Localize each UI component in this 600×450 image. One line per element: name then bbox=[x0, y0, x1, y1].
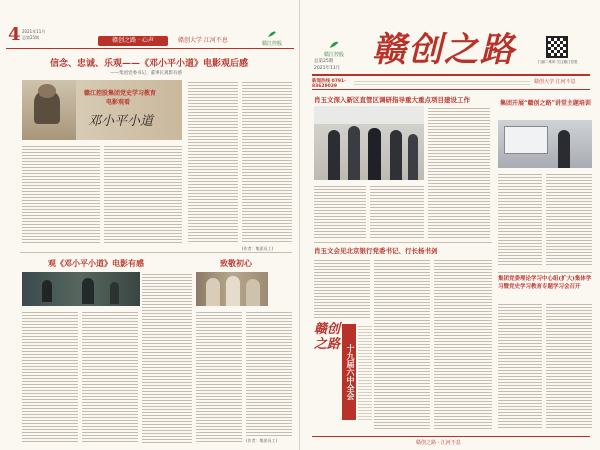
qr-code bbox=[546, 36, 568, 58]
poster-caption-mid: 电影观看 bbox=[106, 99, 131, 106]
motto: 赣创大学 江河不息 bbox=[178, 37, 228, 44]
article-1-col-2 bbox=[428, 106, 490, 238]
article-3-col-2 bbox=[546, 172, 592, 266]
body-text-col-1 bbox=[22, 144, 100, 244]
headline-1: 肖玉文深入新区直管区调研指导重大重点项目建设工作 bbox=[314, 96, 470, 104]
sub-title-3: 致敬初心 bbox=[220, 258, 252, 268]
qr-caption: 扫描二维码 关注赣江控股 bbox=[538, 60, 578, 64]
side-banner: 十九届六中全会 bbox=[342, 324, 356, 420]
brand-name: 赣江控股 bbox=[261, 41, 282, 47]
brand-leaf-icon bbox=[267, 30, 277, 38]
main-title: 信念、忠诚、乐观——《邓小平小道》电影观后感 bbox=[50, 59, 249, 69]
site-visit-photo bbox=[314, 106, 424, 180]
elderly-group-photo bbox=[196, 272, 268, 306]
right-motto: 赣创大学 江河不息 bbox=[534, 79, 576, 85]
poster-caption-top: 赣江控股集团党史学习教育 bbox=[84, 90, 157, 97]
divider bbox=[20, 252, 292, 253]
masthead-issue: 总第25期 bbox=[314, 59, 334, 64]
brand-logo bbox=[252, 30, 292, 46]
body-text-col-9 bbox=[246, 310, 292, 436]
body-text-col-5 bbox=[22, 310, 78, 444]
footer-text: 赣创之路 · 江河不息 bbox=[416, 440, 461, 446]
header-rule bbox=[6, 48, 294, 49]
film-still-photo bbox=[22, 272, 140, 306]
main-subtitle: ——集团党委书记、董事长观影有感 bbox=[110, 71, 182, 76]
byline-2: (作者：集团员工) bbox=[246, 438, 278, 443]
footer-rule bbox=[312, 436, 590, 437]
article-2-col-3 bbox=[434, 258, 492, 430]
page-date: 2021年11月 bbox=[22, 29, 46, 34]
news-ticker bbox=[354, 79, 530, 86]
brand-leaf-icon bbox=[328, 40, 340, 49]
masthead-date: 2021年11月 bbox=[314, 66, 341, 71]
right-brand-logo bbox=[314, 40, 354, 56]
body-text-col-7 bbox=[142, 272, 192, 444]
page-number: 4 bbox=[8, 24, 21, 45]
body-text-col-3 bbox=[188, 80, 238, 244]
headline-2: 肖玉文会见北京银行党委书记、行长杨书剑 bbox=[314, 247, 438, 255]
side-text bbox=[358, 324, 372, 420]
article-1-col-1a bbox=[314, 184, 366, 238]
masthead-rule bbox=[312, 74, 590, 76]
headline-4: 集团党委理论学习中心组(扩大)集体学习暨党史学习教育专题学习会召开 bbox=[498, 276, 592, 290]
body-text-col-4 bbox=[242, 80, 292, 244]
right-brand-name: 赣江控股 bbox=[323, 52, 344, 58]
article-4-col-1 bbox=[498, 302, 542, 430]
section-label: 赣创之路 · 心声 bbox=[98, 36, 168, 46]
page-edition: 总第25期 bbox=[22, 35, 40, 40]
divider-1 bbox=[314, 242, 492, 243]
training-photo bbox=[498, 120, 592, 168]
side-brand: 赣创之路 bbox=[314, 322, 341, 352]
body-text-col-8 bbox=[196, 310, 242, 444]
sub-title-2: 观《邓小平小道》电影有感 bbox=[48, 258, 144, 268]
movie-poster bbox=[22, 80, 182, 140]
article-2-col-1 bbox=[314, 258, 370, 318]
article-4-col-2 bbox=[546, 302, 592, 430]
body-text-col-6 bbox=[82, 310, 138, 444]
byline-1: (作者：集团员工) bbox=[242, 246, 274, 251]
article-2-col-2 bbox=[374, 258, 430, 430]
right-page bbox=[300, 0, 600, 450]
masthead-rule-2 bbox=[312, 89, 590, 90]
masthead-title: 赣创之路 bbox=[372, 30, 516, 70]
article-1-col-1b bbox=[370, 184, 424, 238]
divider-2 bbox=[498, 272, 592, 273]
poster-calligraphy: 邓小平小道 bbox=[88, 114, 154, 129]
headline-3: 集团开展“赣创之路”讲堂主题培训 bbox=[500, 100, 591, 107]
body-text-col-2 bbox=[104, 144, 182, 244]
article-3-col-1 bbox=[498, 172, 542, 266]
news-bar: 新闻热线 0791-83629039 bbox=[312, 79, 346, 89]
